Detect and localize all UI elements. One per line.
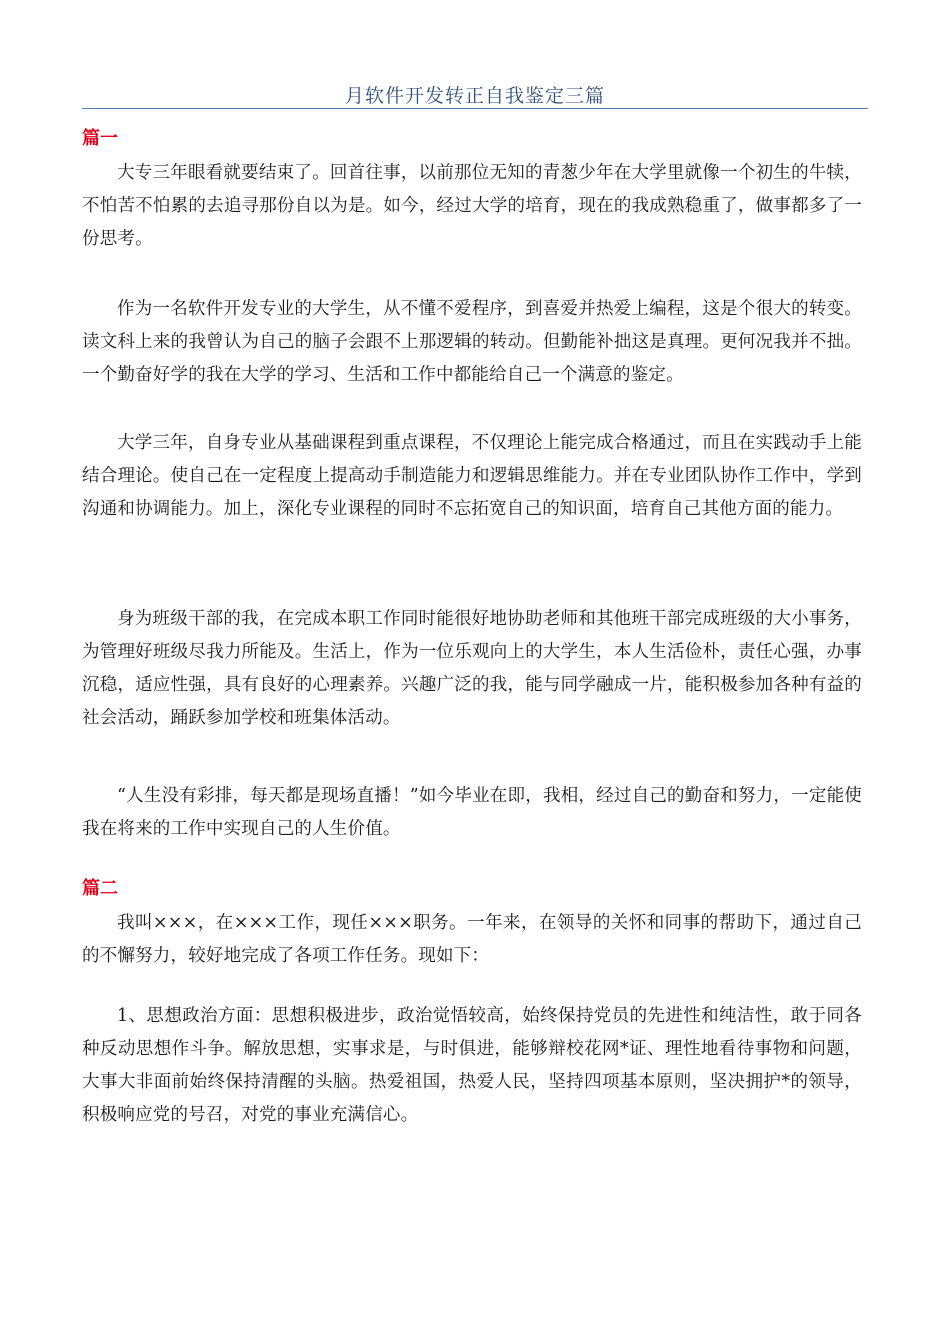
section-heading-1: 篇一 bbox=[82, 128, 118, 149]
paragraph: 身为班级干部的我，在完成本职工作同时能很好地协助老师和其他班干部完成班级的大小事务，为管理好班级尽我力所能及。生活上，作为一位乐观向上的大学生，本人生活俭朴，责任心强，办事沉稳，适应性强，具有良好的心理素养。兴趣广泛的我，能与同学融成一片，能积极参加各种有益的社会活动，踊跃参加学校和班集体活动。 bbox=[82, 609, 862, 728]
paragraph: 大学三年，自身专业从基础课程到重点课程，不仅理论上能完成合格通过，而且在实践动手上能结合理论。使自己在一定程度上提高动手制造能力和逻辑思维能力。并在专业团队协作工作中，学到沟通和协调能力。加上，深化专业课程的同时不忘拓宽自己的知识面，培育自己其他方面的能力。 bbox=[82, 433, 862, 519]
section-heading-2: 篇二 bbox=[82, 878, 118, 899]
document-title: 月软件开发转正自我鉴定三篇 bbox=[344, 85, 605, 107]
paragraph: 大专三年眼看就要结束了。回首往事，以前那位无知的青葱少年在大学里就像一个初生的牛犊，不怕苦不怕累的去追寻那份自以为是。如今，经过大学的培育，现在的我成熟稳重了，做事都多了一份思考。 bbox=[82, 163, 862, 249]
paragraph: 1、思想政治方面：思想积极进步，政治觉悟较高，始终保持党员的先进性和纯洁性，敢于同各种反动思想作斗争。解放思想，实事求是，与时俱进，能够辩校花网*证、理性地看待事物和问题，大事大非面前始终保持清醒的头脑。热爱祖国，热爱人民，坚持四项基本原则，坚决拥护*的领导，积极响应党的号召，对党的事业充满信心。 bbox=[82, 1006, 862, 1125]
paragraph: 作为一名软件开发专业的大学生，从不懂不爱程序，到喜爱并热爱上编程，这是个很大的转变。读文科上来的我曾认为自己的脑子会跟不上那逻辑的转动。但勤能补拙这是真理。更何况我并不拙。一个勤奋好学的我在大学的学习、生活和工作中都能给自己一个满意的鉴定。 bbox=[82, 299, 862, 385]
paragraph: 我叫×××，在×××工作，现任×××职务。一年来，在领导的关怀和同事的帮助下，通过自己的不懈努力，较好地完成了各项工作任务。现如下： bbox=[82, 913, 862, 966]
title-underline bbox=[82, 108, 868, 109]
paragraph: “人生没有彩排，每天都是现场直播！”如今毕业在即，我相，经过自己的勤奋和努力，一定能使我在将来的工作中实现自己的人生价值。 bbox=[82, 786, 862, 839]
